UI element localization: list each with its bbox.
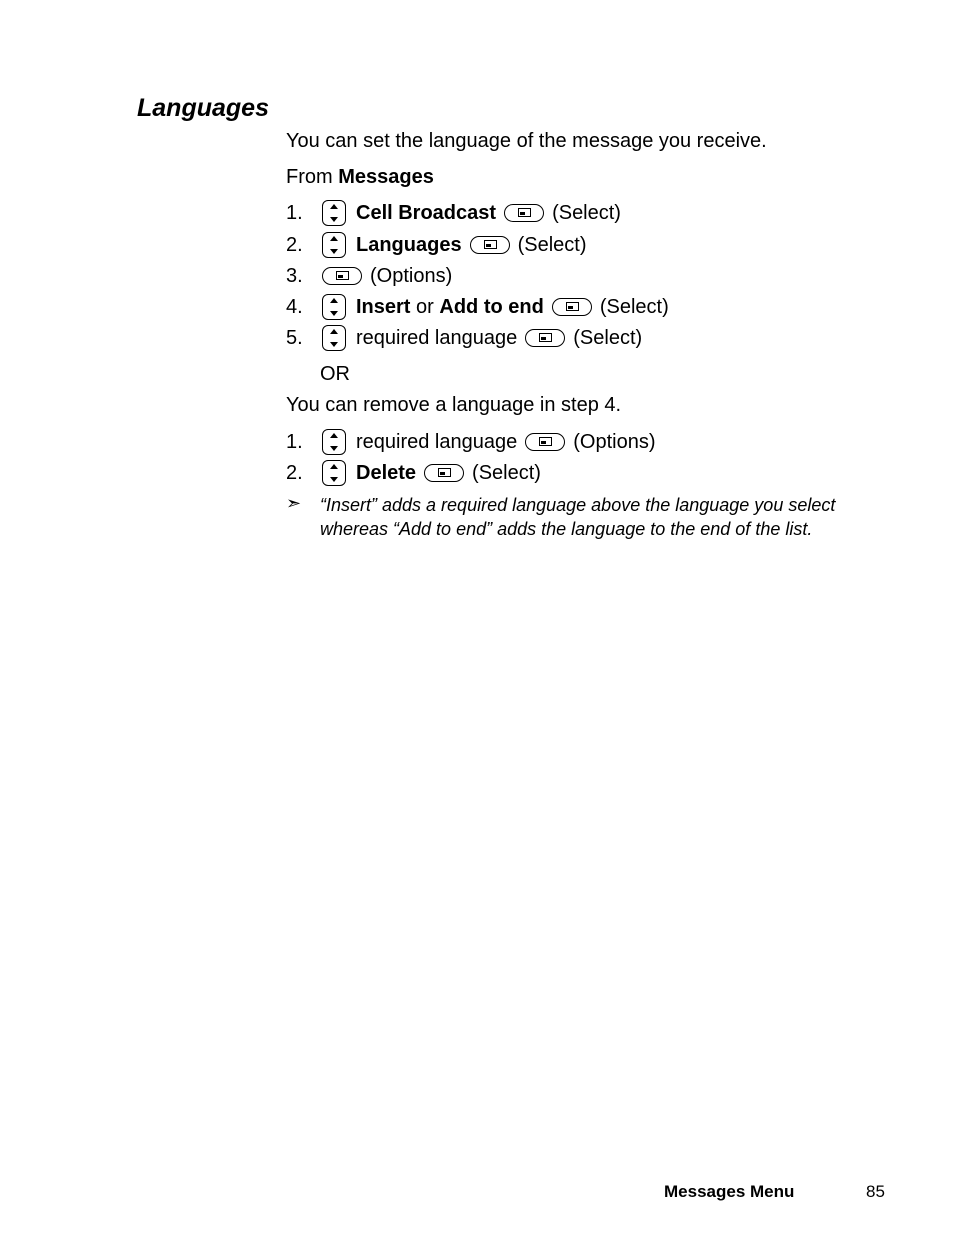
step-connector: or — [416, 295, 434, 318]
step-option: Delete — [356, 461, 417, 484]
from-line — [286, 166, 434, 189]
step-action: (Select) — [573, 326, 643, 349]
step-4 — [286, 293, 669, 321]
soft-key-icon — [552, 298, 592, 316]
from-prefix: From — [286, 166, 333, 188]
up-down-scroll-key-icon — [322, 200, 346, 226]
step-option: Languages — [356, 233, 462, 256]
step-number: 2. — [286, 461, 303, 484]
up-down-scroll-key-icon — [322, 429, 346, 455]
or-text: OR — [320, 363, 350, 385]
note-text: “Insert” adds a required language above the language you select whereas “Add to end” adds the language to the end of the list. — [320, 495, 836, 539]
footer-section: Messages Menu — [664, 1182, 795, 1201]
step-action: (Select) — [517, 233, 587, 256]
step-number: 5. — [286, 326, 303, 349]
note-arrow-icon: ➣ — [286, 493, 302, 513]
step-1 — [286, 199, 621, 227]
remove-step-2 — [286, 459, 541, 487]
step-option-alt: Add to end — [439, 295, 544, 318]
soft-key-icon — [525, 329, 565, 347]
step-option: Cell Broadcast — [356, 201, 497, 224]
step-action: (Select) — [552, 201, 621, 224]
remove-step-1 — [286, 428, 656, 456]
step-3 — [286, 262, 452, 290]
intro-text: You can set the language of the message you receive. — [286, 130, 767, 152]
step-option: Insert — [356, 295, 411, 318]
up-down-scroll-key-icon — [322, 232, 346, 258]
from-menu: Messages — [338, 166, 434, 188]
soft-key-icon — [322, 267, 362, 285]
up-down-scroll-key-icon — [322, 325, 346, 351]
step-text: required language — [356, 326, 518, 349]
section-title: Languages — [137, 94, 269, 122]
step-number: 4. — [286, 295, 303, 318]
up-down-scroll-key-icon — [322, 294, 346, 320]
remove-intro: You can remove a language in step 4. — [286, 394, 622, 416]
step-text: required language — [356, 430, 518, 453]
step-action: (Select) — [599, 295, 669, 318]
step-number: 1. — [286, 430, 303, 453]
soft-key-icon — [525, 433, 565, 451]
page-number: 85 — [866, 1182, 885, 1201]
step-action: (Options) — [370, 264, 453, 287]
step-number: 1. — [286, 201, 303, 224]
step-number: 3. — [286, 264, 303, 287]
step-number: 2. — [286, 233, 303, 256]
soft-key-icon — [470, 236, 510, 254]
soft-key-icon — [504, 204, 544, 222]
step-5 — [286, 324, 642, 352]
step-2 — [286, 231, 586, 259]
step-action: (Select) — [472, 461, 541, 484]
up-down-scroll-key-icon — [322, 460, 346, 486]
soft-key-icon — [424, 464, 464, 482]
step-action: (Options) — [573, 430, 656, 453]
